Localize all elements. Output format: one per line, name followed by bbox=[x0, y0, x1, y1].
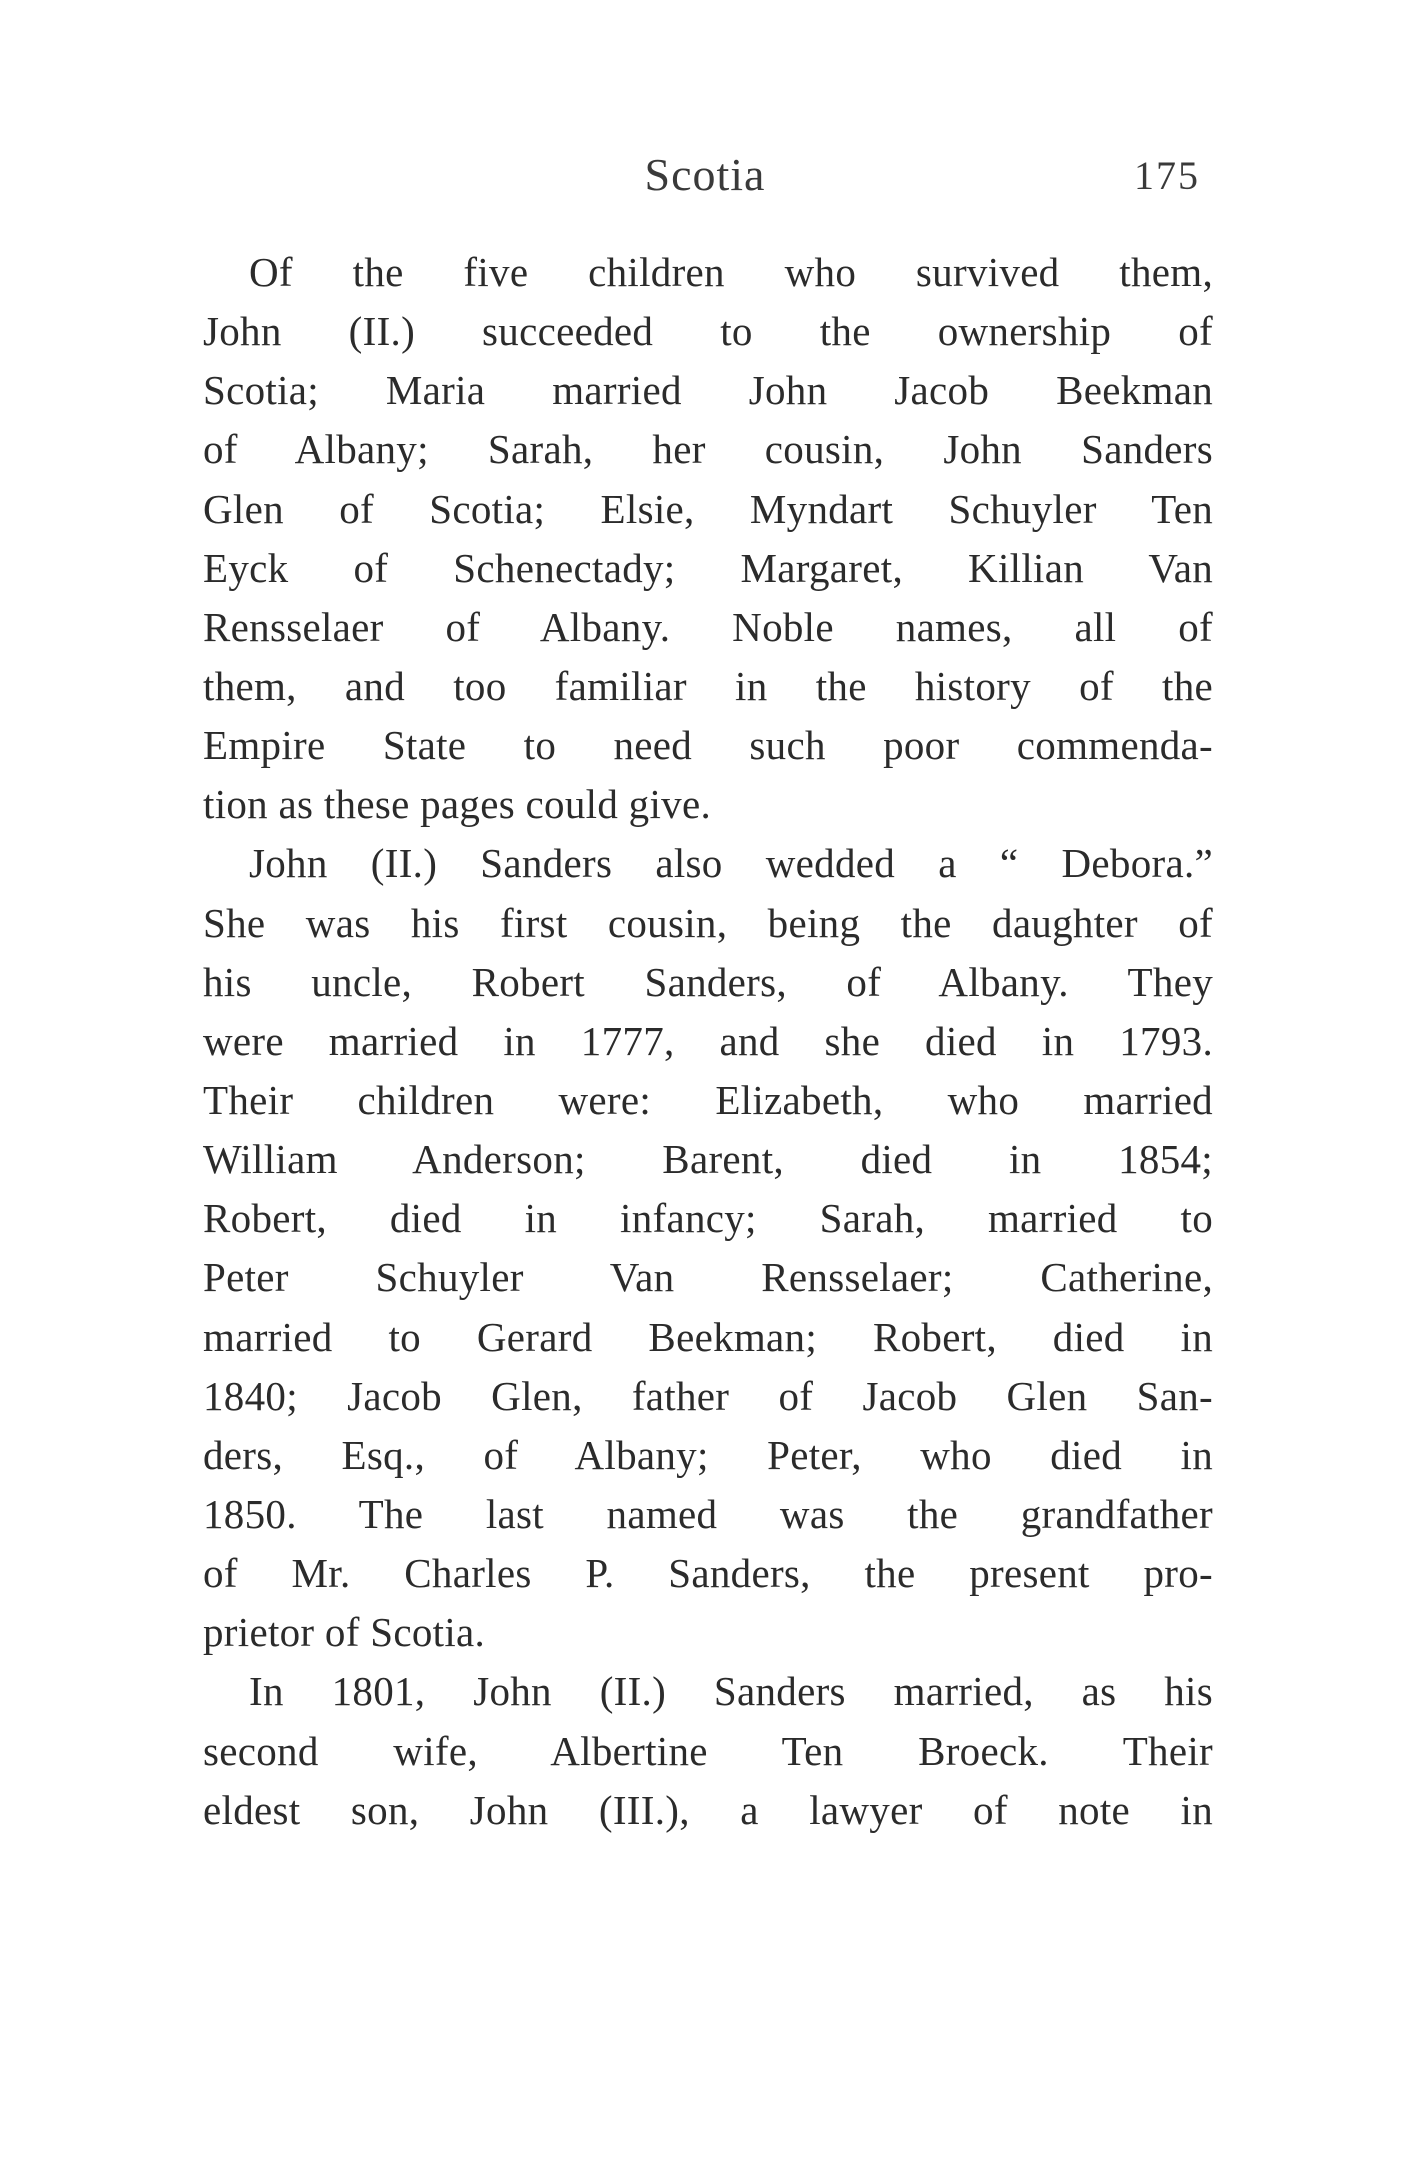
text-line: She was his first cousin, being the daughter of bbox=[203, 899, 1213, 946]
text-line: of Albany; Sarah, her cousin, John Sanders bbox=[203, 426, 1213, 473]
text-line: Empire State to need such poor commenda- bbox=[203, 722, 1213, 769]
text-line: John (II.) Sanders also wedded a “ Debora.” bbox=[249, 840, 1213, 887]
paragraph-2 bbox=[203, 834, 1213, 1662]
text-line: Peter Schuyler Van Rensselaer; Catherine, bbox=[203, 1254, 1213, 1301]
text-line: Rensselaer of Albany. Noble names, all of bbox=[203, 603, 1213, 650]
text-line: eldest son, John (III.), a lawyer of note in bbox=[203, 1786, 1213, 1833]
text-line: Eyck of Schenectady; Margaret, Killian Van bbox=[203, 544, 1213, 591]
text-line: them, and too familiar in the history of the bbox=[203, 662, 1213, 709]
text-line: 1850. The last named was the grandfather bbox=[203, 1490, 1213, 1537]
text-line: second wife, Albertine Ten Broeck. Their bbox=[203, 1727, 1213, 1774]
text-line: 1840; Jacob Glen, father of Jacob Glen San- bbox=[203, 1372, 1213, 1419]
text-line: married to Gerard Beekman; Robert, died in bbox=[203, 1313, 1213, 1360]
text-line: Glen of Scotia; Elsie, Myndart Schuyler Ten bbox=[203, 485, 1213, 532]
running-title: Scotia bbox=[644, 149, 766, 200]
page-number: 175 bbox=[1134, 153, 1200, 198]
paragraph-1 bbox=[203, 243, 1213, 834]
text-line: William Anderson; Barent, died in 1854; bbox=[203, 1136, 1213, 1183]
text-line: Their children were: Elizabeth, who married bbox=[203, 1076, 1213, 1123]
text-line: tion as these pages could give. bbox=[203, 781, 712, 828]
text-line: prietor of Scotia. bbox=[203, 1609, 486, 1656]
text-line: John (II.) succeeded to the ownership of bbox=[203, 308, 1213, 355]
text-line: Scotia; Maria married John Jacob Beekman bbox=[203, 367, 1213, 414]
text-line: ders, Esq., of Albany; Peter, who died in bbox=[203, 1431, 1213, 1478]
text-line: of Mr. Charles P. Sanders, the present pro- bbox=[203, 1550, 1213, 1597]
text-line: Of the five children who survived them, bbox=[249, 249, 1213, 295]
running-head bbox=[200, 148, 1210, 208]
text-line: were married in 1777, and she died in 1793. bbox=[203, 1017, 1213, 1064]
text-line: In 1801, John (II.) Sanders married, as his bbox=[249, 1668, 1213, 1715]
paragraph-3 bbox=[203, 1662, 1213, 1839]
text-line: his uncle, Robert Sanders, of Albany. They bbox=[203, 958, 1213, 1005]
body-text bbox=[203, 243, 1213, 1840]
text-line: Robert, died in infancy; Sarah, married to bbox=[203, 1195, 1213, 1242]
